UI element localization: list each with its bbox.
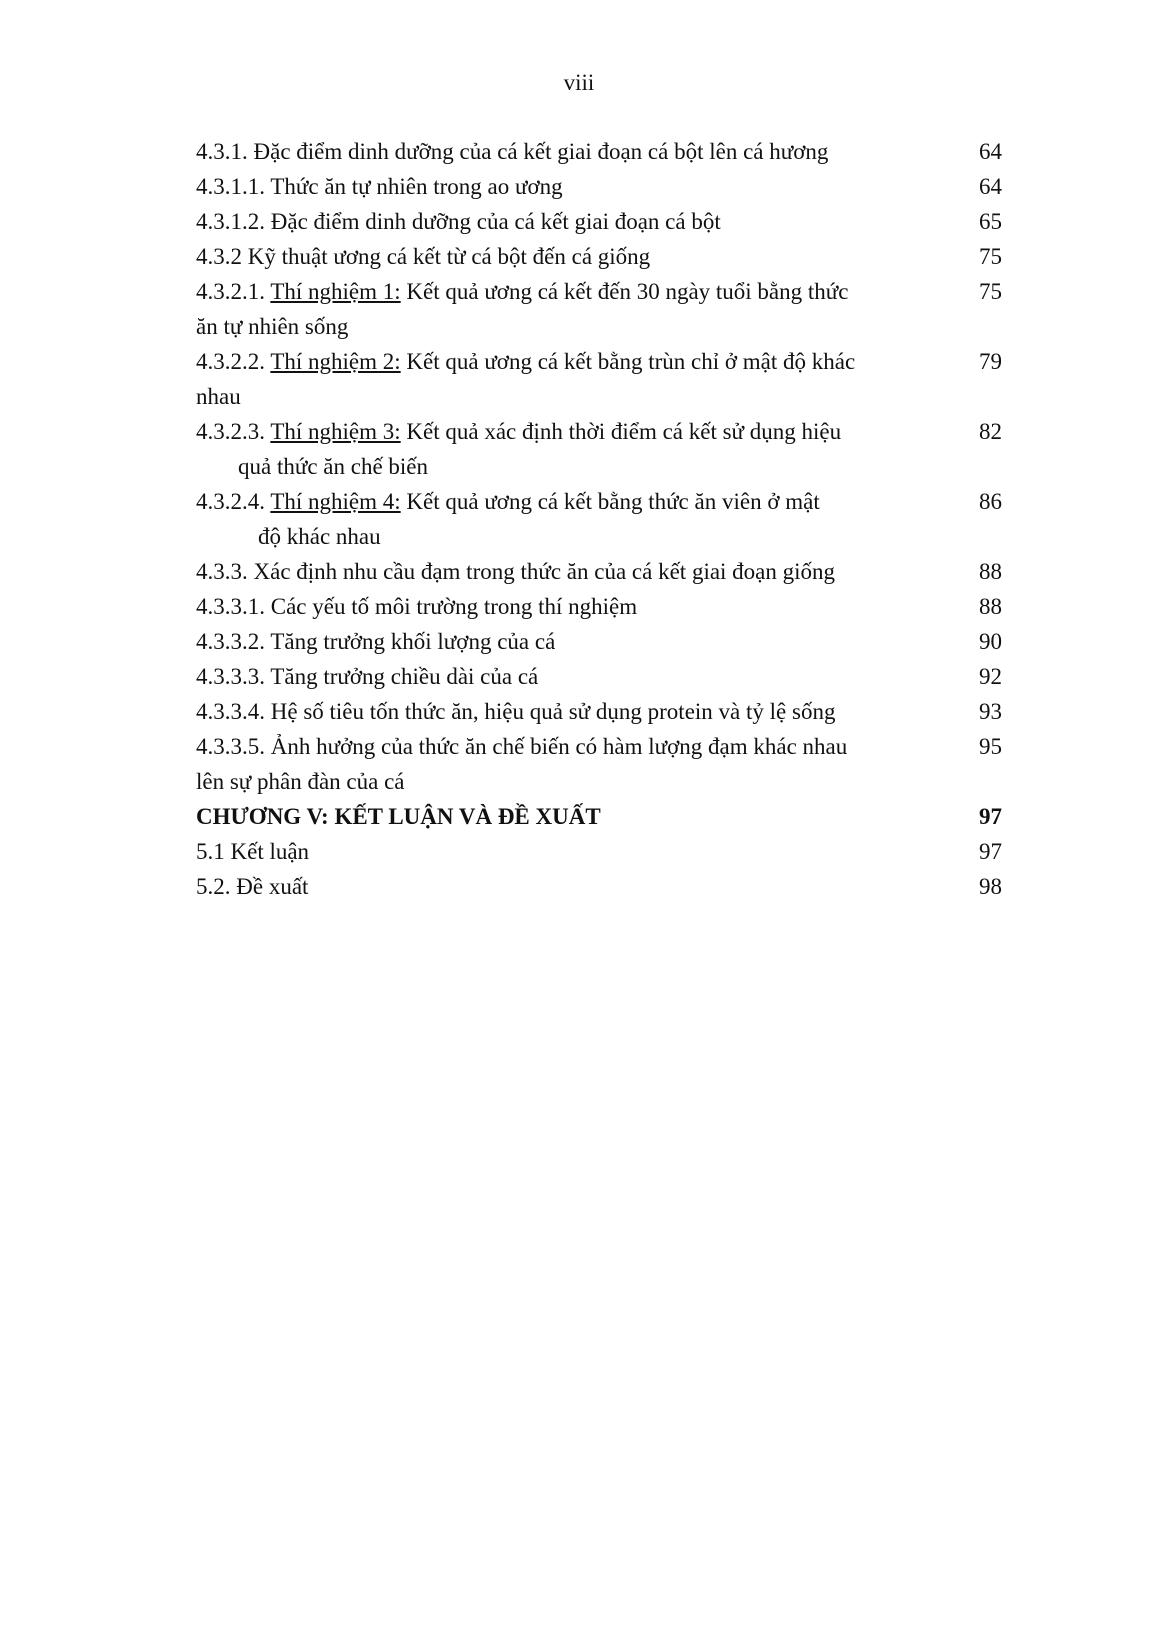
toc-entry-text: Đặc điểm dinh dưỡng của cá kết giai đoạn cá bột xyxy=(270,209,721,234)
toc-entry-title xyxy=(196,694,936,729)
toc-entry-title xyxy=(196,204,936,239)
toc-entry-page: 93 xyxy=(979,699,1002,724)
toc-entry-page: 79 xyxy=(979,349,1002,374)
experiment-label: Thí nghiệm 3: xyxy=(270,419,401,444)
toc-entry-4-3-1-1[interactable] xyxy=(196,169,1002,204)
chapter-heading: CHƯƠNG V: KẾT LUẬN VÀ ĐỀ XUẤT xyxy=(196,804,601,829)
toc-entry-continuation: ăn tự nhiên sống xyxy=(196,314,349,339)
toc-entry-4-3-1-2[interactable] xyxy=(196,204,1002,239)
toc-entry-text: Đề xuất xyxy=(236,874,309,899)
toc-entry-title xyxy=(196,834,936,869)
toc-entry-number: 4.3.1.1. xyxy=(196,174,265,199)
toc-entry-4-3-3[interactable] xyxy=(196,554,1002,589)
toc-entry-text: Kết quả xác định thời điểm cá kết sử dụng hiệu xyxy=(406,419,842,444)
toc-entry-page: 97 xyxy=(979,839,1002,864)
toc-entry-number: 5.1 xyxy=(196,839,225,864)
toc-entry-text: Tăng trưởng khối lượng của cá xyxy=(270,629,556,654)
toc-entry-4-3-2[interactable] xyxy=(196,239,1002,274)
toc-entry-page: 90 xyxy=(979,629,1002,654)
toc-entry-number: 4.3.2 xyxy=(196,244,242,269)
toc-entry-5-2[interactable] xyxy=(196,869,1002,904)
toc-entry-text: Xác định nhu cầu đạm trong thức ăn của cá kết giai đoạn giống xyxy=(253,559,836,584)
toc-entry-number: 4.3.1. xyxy=(196,139,248,164)
toc-entry-page: 95 xyxy=(979,734,1002,759)
toc-entry-number: 4.3.3. xyxy=(196,559,248,584)
toc-entry-page: 97 xyxy=(979,804,1002,829)
toc-entry-text: Kết quả ương cá kết bằng thức ăn viên ở mật xyxy=(406,489,820,514)
toc-entry-number: 4.3.3.5. xyxy=(196,734,265,759)
toc-entry-page: 65 xyxy=(979,209,1002,234)
toc-entry-chapter-5[interactable] xyxy=(196,799,1002,834)
toc-entry-text: Hệ số tiêu tốn thức ăn, hiệu quả sử dụng protein và tỷ lệ sống xyxy=(270,699,836,724)
toc-entry-text: Đặc điểm dinh dưỡng của cá kết giai đoạn cá bột lên cá hương xyxy=(253,139,829,164)
toc-entry-title xyxy=(196,484,936,554)
toc-entry-title xyxy=(196,169,936,204)
toc-entry-title xyxy=(196,554,936,589)
experiment-label: Thí nghiệm 2: xyxy=(270,349,401,374)
toc-entry-page: 64 xyxy=(979,174,1002,199)
toc-entry-4-3-1[interactable] xyxy=(196,134,1002,169)
toc-entry-continuation: nhau xyxy=(196,384,241,409)
experiment-label: Thí nghiệm 1: xyxy=(270,279,401,304)
toc-entry-title xyxy=(196,869,936,904)
toc-entry-4-3-2-1[interactable] xyxy=(196,274,1002,344)
toc-entry-number: 4.3.3.3. xyxy=(196,664,265,689)
toc-entry-number: 4.3.3.4. xyxy=(196,699,265,724)
toc-entry-4-3-3-4[interactable] xyxy=(196,694,1002,729)
toc-entry-4-3-3-1[interactable] xyxy=(196,589,1002,624)
toc-entry-title xyxy=(196,134,936,169)
toc-entry-text: Kết luận xyxy=(230,839,310,864)
toc-entry-title xyxy=(196,414,936,484)
toc-entry-number: 4.3.2.3. xyxy=(196,419,265,444)
toc-entry-page: 82 xyxy=(979,419,1002,444)
table-of-contents xyxy=(196,134,1002,904)
toc-entry-text: Ảnh hưởng của thức ăn chế biến có hàm lượng đạm khác nhau xyxy=(270,734,848,759)
toc-entry-text: Thức ăn tự nhiên trong ao ương xyxy=(270,174,563,199)
toc-entry-number: 4.3.3.2. xyxy=(196,629,265,654)
toc-entry-text: Các yếu tố môi trường trong thí nghiệm xyxy=(270,594,638,619)
toc-entry-5-1[interactable] xyxy=(196,834,1002,869)
toc-entry-title xyxy=(196,344,936,414)
toc-entry-text: Tăng trưởng chiều dài của cá xyxy=(270,664,539,689)
toc-entry-number: 4.3.3.1. xyxy=(196,594,265,619)
toc-entry-title xyxy=(196,729,936,799)
toc-entry-4-3-3-2[interactable] xyxy=(196,624,1002,659)
toc-entry-continuation: quả thức ăn chế biến xyxy=(238,454,428,479)
toc-entry-4-3-2-4[interactable] xyxy=(196,484,1002,554)
toc-entry-title xyxy=(196,239,936,274)
toc-entry-number: 4.3.1.2. xyxy=(196,209,265,234)
toc-entry-page: 75 xyxy=(979,279,1002,304)
toc-entry-4-3-2-2[interactable] xyxy=(196,344,1002,414)
toc-entry-text: Kết quả ương cá kết bằng trùn chỉ ở mật độ khác xyxy=(406,349,856,374)
page-number: viii xyxy=(563,70,595,95)
toc-entry-page: 64 xyxy=(979,139,1002,164)
toc-entry-page: 92 xyxy=(979,664,1002,689)
toc-entry-title xyxy=(196,624,936,659)
toc-entry-text: Kết quả ương cá kết đến 30 ngày tuổi bằng thức xyxy=(406,279,849,304)
toc-entry-page: 98 xyxy=(979,874,1002,899)
toc-entry-4-3-3-5[interactable] xyxy=(196,729,1002,799)
toc-entry-continuation: lên sự phân đàn của cá xyxy=(196,769,405,794)
toc-entry-number: 4.3.2.4. xyxy=(196,489,265,514)
toc-entry-title xyxy=(196,659,936,694)
toc-entry-4-3-3-3[interactable] xyxy=(196,659,1002,694)
toc-entry-continuation: độ khác nhau xyxy=(258,524,381,549)
toc-entry-title xyxy=(196,274,936,344)
experiment-label: Thí nghiệm 4: xyxy=(270,489,401,514)
toc-entry-page: 88 xyxy=(979,559,1002,584)
toc-entry-number: 4.3.2.2. xyxy=(196,349,265,374)
toc-entry-title xyxy=(196,589,936,624)
toc-entry-number: 4.3.2.1. xyxy=(196,279,265,304)
toc-entry-page: 88 xyxy=(979,594,1002,619)
toc-entry-page: 86 xyxy=(979,489,1002,514)
toc-entry-number: 5.2. xyxy=(196,874,231,899)
toc-entry-text: Kỹ thuật ương cá kết từ cá bột đến cá giống xyxy=(247,244,651,269)
toc-entry-page: 75 xyxy=(979,244,1002,269)
toc-entry-4-3-2-3[interactable] xyxy=(196,414,1002,484)
